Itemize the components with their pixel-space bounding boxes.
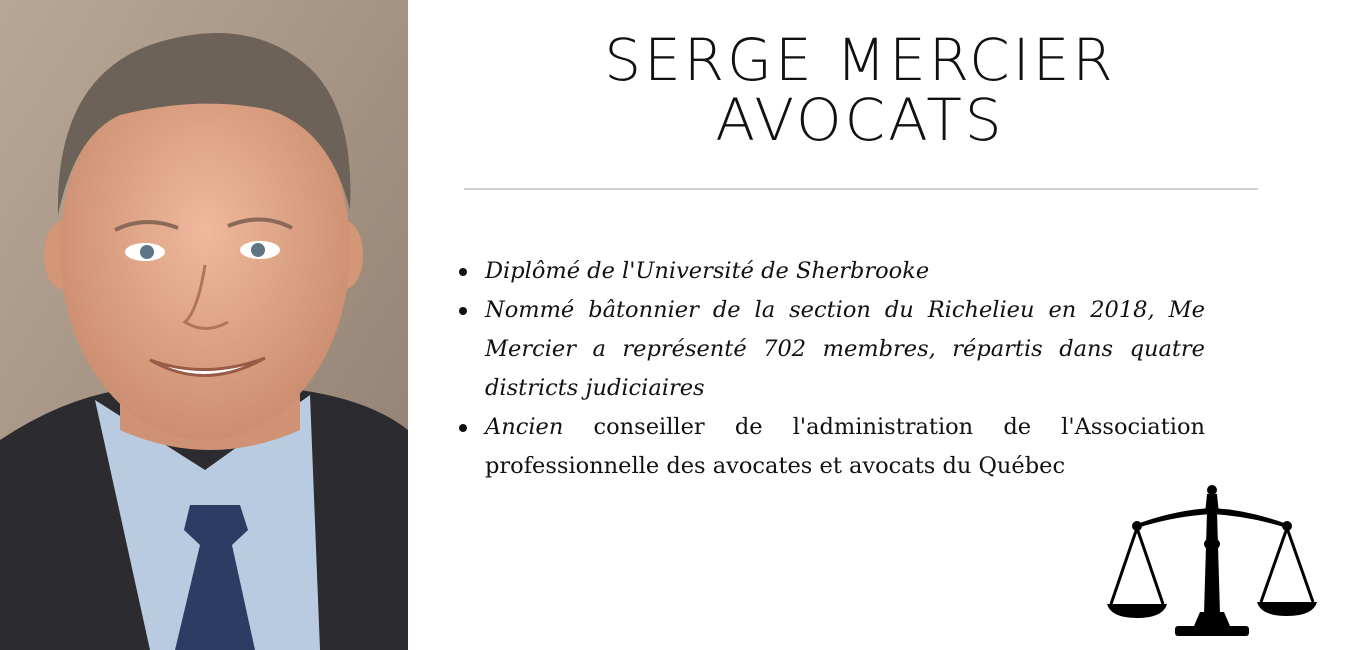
page-title <box>460 26 1260 154</box>
list-item-text: Nommé bâtonnier de la section du Richelieu en 2018, Me Mercier a représenté 702 membres, répartis dans quatre districts judiciaires <box>485 297 1205 401</box>
credentials-list <box>485 252 1205 486</box>
divider <box>464 188 1258 190</box>
list-item-text-rest: conseiller de l'administration de l'Association professionnelle des avocates et avocats du Québec <box>485 414 1205 479</box>
list-item <box>485 252 1205 291</box>
list-item-text: Diplômé de l'Université de Sherbrooke <box>485 258 930 284</box>
list-item <box>485 291 1205 408</box>
list-item <box>485 408 1205 486</box>
title-line-name: SERGE MERCIER <box>604 26 1116 94</box>
list-item-text: Ancien <box>485 414 564 440</box>
portrait-photo <box>0 0 408 650</box>
scales-of-justice-icon <box>1105 484 1320 644</box>
title-line-firm: AVOCATS <box>715 86 1005 154</box>
